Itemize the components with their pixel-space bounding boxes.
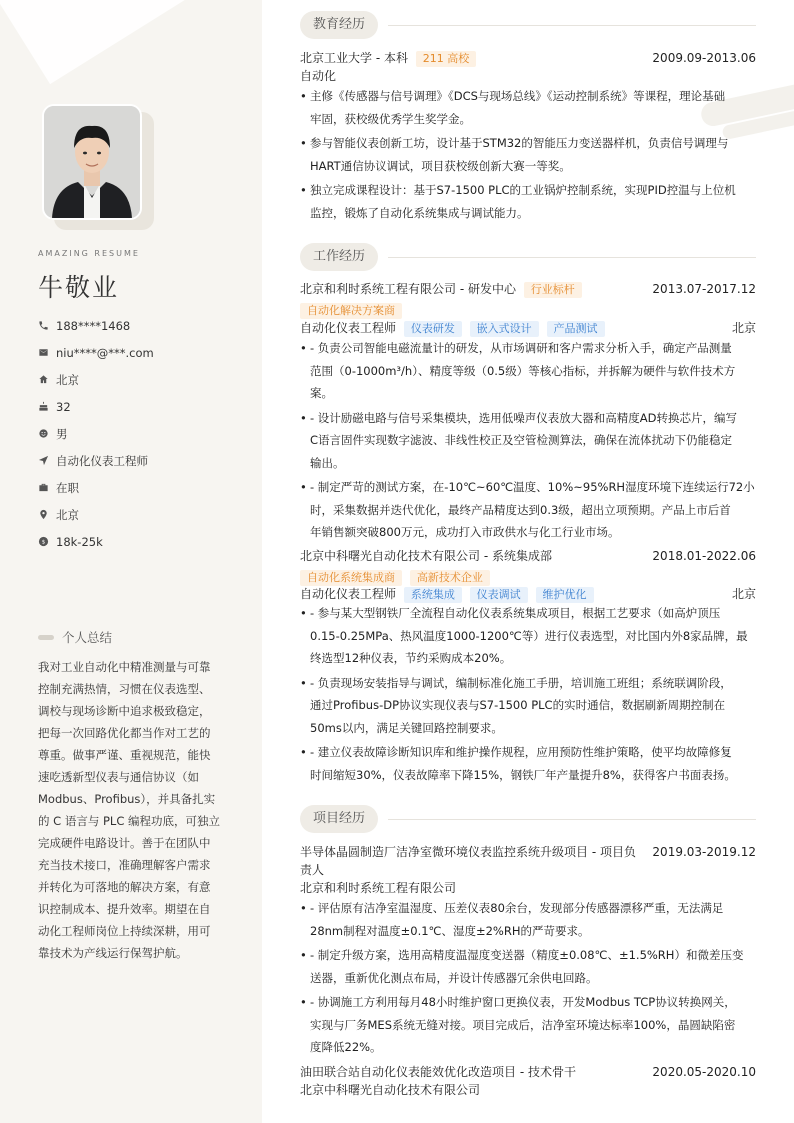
resume-tagline: AMAZING RESUME [38, 249, 140, 258]
section-title: 工作经历 [300, 243, 378, 271]
job-role: 自动化仪表工程师 [300, 321, 397, 335]
sidebar-decoration [0, 0, 245, 84]
list-item: • 独立完成课程设计：基于S7-1500 PLC的工业锅炉控制系统，实现PID控温与上位机 监控，锻炼了自动化系统集成与调试能力。 [300, 183, 736, 220]
list-item: • - 制定严苛的测试方案，在-10℃~60℃温度、10%~95%RH湿度环境下连续运行72小 时，采集数据并迭代优化，最终产品精度达到0.3级，超出立项预期。产品上市后首 年销售额突破800万元，成功打入市政供水与化工行业市场。 [300, 480, 755, 539]
school-name: 北京工业大学 - 本科 [300, 51, 408, 65]
contact-status [38, 474, 154, 501]
job-2-bullets [300, 602, 756, 788]
company-type-tag: 自动化解决方案商 [300, 303, 402, 319]
summary-heading-bar [38, 635, 54, 640]
summary-title: 个人总结 [62, 630, 113, 645]
summary-line: 充当技术接口，准确理解客户需求 [38, 858, 211, 872]
project-name: 油田联合站自动化仪表能效优化改造项目 - 技术骨干 [300, 1065, 576, 1079]
summary-line: 调校与现场诊断中追求极致稳定， [38, 704, 211, 718]
contact-position-text: 自动化仪表工程师 [56, 453, 148, 468]
profile-photo [42, 104, 142, 220]
summary-line: 把每一次回路优化都当作对工艺的 [38, 726, 211, 740]
contact-email [38, 339, 154, 366]
summary-text [38, 656, 224, 964]
job-date: 2013.07-2017.12 [652, 282, 756, 296]
education-school-row [300, 49, 756, 67]
job-2-role-row [300, 585, 756, 603]
project-2-name-row [300, 1063, 756, 1081]
job-1-bullets [300, 337, 756, 546]
salary-icon [38, 536, 56, 547]
cake-icon [38, 401, 56, 412]
summary-line: 控制充满热情，习惯在仪表选型、 [38, 682, 211, 696]
list-item: • - 负责现场安装指导与调试，编制标准化施工手册，培训施工班组；系统联调阶段， 通过Profibus-DP协议实现仪表与S7-1500 PLC的实时通信，数据刷新周期控制在 50ms以内，满足关键回路控制要求。 [300, 675, 732, 735]
contact-status-text: 在职 [56, 480, 79, 495]
candidate-name: 牛敬业 [38, 273, 120, 302]
svg-text:$: $ [41, 539, 46, 546]
role-tag: 系统集成 [404, 587, 462, 603]
role-tag: 仪表研发 [404, 321, 462, 337]
company-type-tag: 高新技术企业 [410, 570, 490, 586]
contact-age [38, 393, 154, 420]
contact-phone [38, 312, 154, 339]
list-item: • - 建立仪表故障诊断知识库和维护操作规程，应用预防性维护策略，使平均故障修复 时间缩短30%，仪表故障率下降15%，钢铁厂年产量提升8%，获得客户书面表扬。 [300, 745, 736, 782]
avatar-portrait [44, 106, 140, 218]
job-2-extra-tags [300, 568, 756, 586]
education-date: 2009.09-2013.06 [652, 51, 756, 65]
phone-icon [38, 320, 56, 331]
summary-line: 识控制成本、提升效率。期望在自 [38, 902, 211, 916]
summary-heading [38, 628, 112, 646]
job-1-role-row [300, 319, 756, 337]
job-city: 北京 [731, 587, 756, 601]
summary-line: 并转化为可落地的解决方案，有意 [38, 880, 211, 894]
list-item: • - 设计励磁电路与信号采集模块，选用低噪声仪表放大器和高精度AD转换芯片，编写 C语言固件实现数字滤波、非线性校正及空管检测算法，确保在流体扰动下仍能稳定 输出。 [300, 410, 738, 470]
company-tag: 行业标杆 [524, 282, 582, 298]
contact-list [38, 312, 154, 555]
sidebar [0, 0, 262, 1123]
job-2-company-row [300, 547, 756, 565]
section-work-heading [300, 243, 756, 271]
summary-line: 我对工业自动化中精准测量与可靠 [38, 660, 211, 674]
contact-phone-text: 188****1468 [56, 318, 131, 333]
mail-icon [38, 347, 56, 358]
contact-position [38, 447, 154, 474]
education-major: 自动化 [300, 69, 337, 83]
job-1-extra-tags [300, 301, 756, 319]
section-title: 项目经历 [300, 805, 378, 833]
list-item: • - 参与某大型钢铁厂全流程自动化仪表系统集成项目，根据工艺要求（如高炉顶压 0.15-0.25MPa、热风温度1000-1200℃等）进行仪表选型，对比国内外8家品牌，最 终选型12种仪表，节约采购成本20%。 [300, 606, 748, 665]
section-divider [388, 257, 756, 258]
role-tag: 产品测试 [547, 321, 605, 337]
summary-line: 完成硬件电路设计。善于在团队中 [38, 836, 211, 850]
summary-line: 靠技术为产线运行保驾护航。 [38, 946, 188, 960]
list-item: • 主修《传感器与信号调理》《DCS与现场总线》《运动控制系统》等课程，理论基础 牢固，获校级优秀学生奖学金。 [300, 89, 726, 126]
project-date: 2019.03-2019.12 [652, 845, 756, 859]
summary-line: 速吃透新型仪表与通信协议（如 [38, 770, 199, 784]
job-company: 北京和利时系统工程有限公司 - 研发中心 [300, 282, 516, 296]
role-tag: 嵌入式设计 [470, 321, 539, 337]
contact-gender [38, 420, 154, 447]
contact-city-text: 北京 [56, 507, 79, 522]
list-item: • - 负责公司智能电磁流量计的研发，从市场调研和客户需求分析入手，确定产品测量 范围（0-1000m³/h）、精度等级（0.5级）等核心指标，并拆解为硬件与软件技术方 案。 [300, 341, 736, 400]
contact-salary-text: 18k-25k [56, 534, 103, 549]
section-title: 教育经历 [300, 11, 378, 39]
role-tag: 维护优化 [536, 587, 594, 603]
project-date: 2020.05-2020.10 [652, 1065, 756, 1079]
contact-home [38, 366, 154, 393]
list-item: • - 制定升级方案，选用高精度温湿度变送器（精度±0.08℃、±1.5%RH）和微差压变 送器，重新优化测点布局，并设计传感器冗余供电回路。 [300, 948, 744, 985]
location-pin-icon [38, 509, 56, 520]
summary-line: 动化工程师岗位上持续深耕，用可 [38, 924, 211, 938]
list-item: • - 协调施工方利用每月48小时维护窗口更换仪表，开发Modbus TCP协议转换网关， 实现与厂务MES系统无缝对接。项目完成后，洁净室环境达标率100%，晶圆缺陷密 度降低22%。 [300, 995, 736, 1054]
home-icon [38, 374, 56, 385]
school-tag: 211 高校 [416, 51, 477, 67]
job-role: 自动化仪表工程师 [300, 587, 397, 601]
education-bullets [300, 85, 756, 226]
company-type-tag: 自动化系统集成商 [300, 570, 402, 586]
job-1-company-row [300, 280, 756, 298]
section-projects-heading [300, 805, 756, 833]
summary-line: 的 C 语言与 PLC 编程功底，可独立 [38, 814, 221, 828]
summary-line: Modbus、Profibus），并具备扎实 [38, 792, 216, 806]
contact-email-text: niu****@***.com [56, 345, 154, 360]
project-1-bullets [300, 897, 756, 1061]
role-tag: 仪表调试 [470, 587, 528, 603]
job-city: 北京 [731, 321, 756, 335]
section-divider [388, 25, 756, 26]
contact-salary [38, 528, 154, 555]
job-company: 北京中科曙光自动化技术有限公司 - 系统集成部 [300, 549, 552, 563]
summary-line: 尊重。做事严谨、重视规范，能快 [38, 748, 211, 762]
send-icon [38, 455, 56, 466]
contact-age-text: 32 [56, 399, 71, 414]
project-2-org: 北京中科曙光自动化技术有限公司 [300, 1083, 481, 1097]
project-1-name: 半导体晶圆制造厂洁净室微环境仪表监控系统升级项目 - 项目负 责人 [300, 845, 636, 877]
gender-icon [38, 428, 56, 439]
section-education-heading [300, 11, 756, 39]
contact-gender-text: 男 [56, 426, 68, 441]
list-item: • 参与智能仪表创新工坊，设计基于STM32的智能压力变送器样机，负责信号调理与 HART通信协议调试，项目获校级创新大赛一等奖。 [300, 136, 729, 173]
job-date: 2018.01-2022.06 [652, 549, 756, 563]
list-item: • - 评估原有洁净室温湿度、压差仪表80余台，发现部分传感器漂移严重，无法满足 28nm制程对温度±0.1℃、湿度±2%RH的严苛要求。 [300, 901, 724, 938]
briefcase-icon [38, 482, 56, 493]
project-1-org: 北京和利时系统工程有限公司 [300, 881, 457, 895]
contact-city [38, 501, 154, 528]
section-divider [388, 819, 756, 820]
contact-home-text: 北京 [56, 372, 79, 387]
